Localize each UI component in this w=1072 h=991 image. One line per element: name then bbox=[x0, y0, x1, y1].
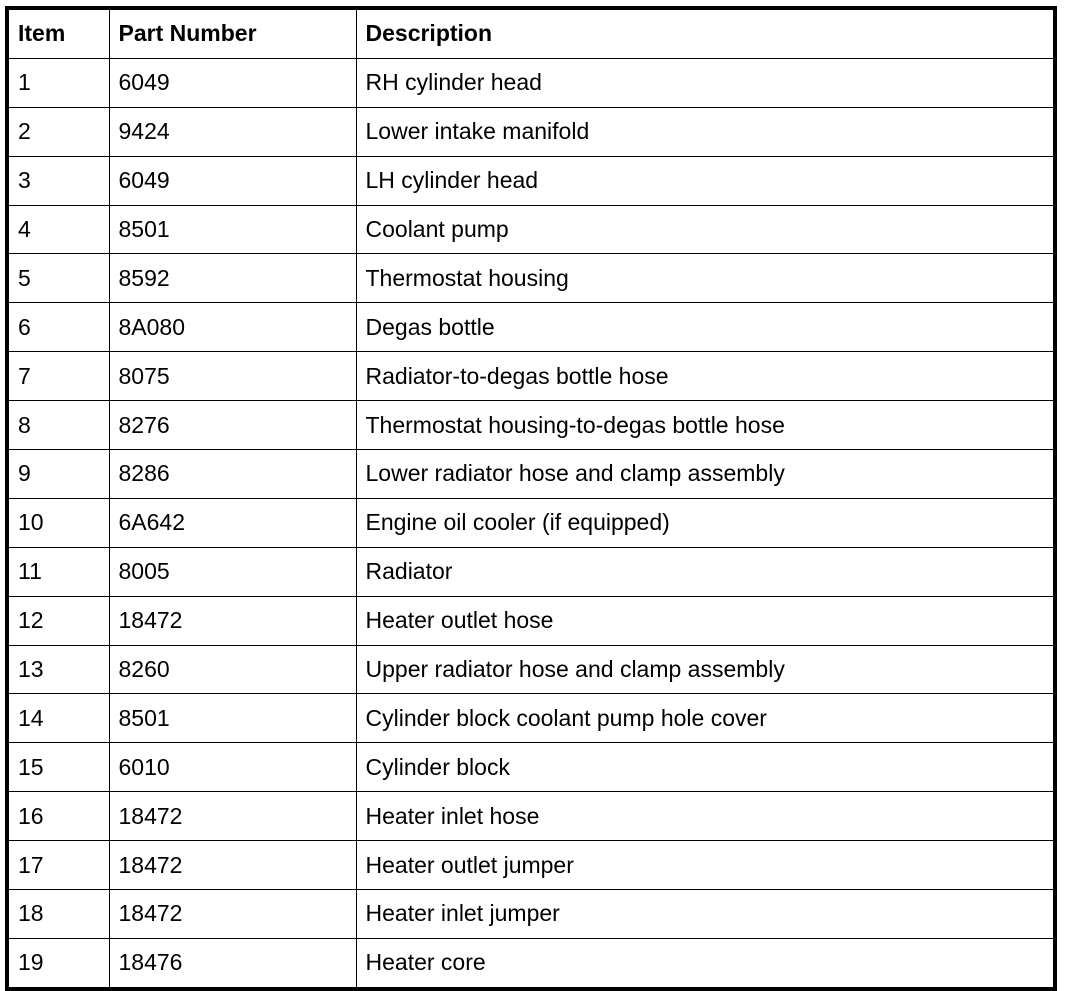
description-cell: Lower intake manifold bbox=[356, 107, 1055, 156]
part-number-cell: 6049 bbox=[109, 58, 356, 107]
parts-table bbox=[5, 6, 1057, 991]
item-cell: 13 bbox=[7, 645, 109, 694]
table-row bbox=[7, 107, 1055, 156]
table-row bbox=[7, 58, 1055, 107]
description-cell: Radiator bbox=[356, 547, 1055, 596]
description-cell: Radiator-to-degas bottle hose bbox=[356, 352, 1055, 401]
description-cell: RH cylinder head bbox=[356, 58, 1055, 107]
table-row bbox=[7, 890, 1055, 939]
item-cell: 5 bbox=[7, 254, 109, 303]
part-number-cell: 6049 bbox=[109, 156, 356, 205]
header-part-number: Part Number bbox=[109, 8, 356, 58]
description-cell: Thermostat housing bbox=[356, 254, 1055, 303]
table-row bbox=[7, 303, 1055, 352]
table-row bbox=[7, 156, 1055, 205]
description-cell: Upper radiator hose and clamp assembly bbox=[356, 645, 1055, 694]
table-row bbox=[7, 841, 1055, 890]
part-number-cell: 6A642 bbox=[109, 498, 356, 547]
part-number-cell: 9424 bbox=[109, 107, 356, 156]
part-number-cell: 6010 bbox=[109, 743, 356, 792]
item-cell: 19 bbox=[7, 938, 109, 988]
item-cell: 6 bbox=[7, 303, 109, 352]
item-cell: 10 bbox=[7, 498, 109, 547]
table-row bbox=[7, 205, 1055, 254]
item-cell: 8 bbox=[7, 401, 109, 450]
description-cell: Degas bottle bbox=[356, 303, 1055, 352]
header-row bbox=[7, 8, 1055, 58]
description-cell: Heater outlet jumper bbox=[356, 841, 1055, 890]
header-item: Item bbox=[7, 8, 109, 58]
table-row bbox=[7, 352, 1055, 401]
header-description: Description bbox=[356, 8, 1055, 58]
part-number-cell: 8A080 bbox=[109, 303, 356, 352]
table-row bbox=[7, 694, 1055, 743]
description-cell: LH cylinder head bbox=[356, 156, 1055, 205]
part-number-cell: 18476 bbox=[109, 938, 356, 988]
table-row bbox=[7, 938, 1055, 988]
item-cell: 17 bbox=[7, 841, 109, 890]
table-row bbox=[7, 450, 1055, 499]
description-cell: Cylinder block bbox=[356, 743, 1055, 792]
part-number-cell: 8260 bbox=[109, 645, 356, 694]
table-row bbox=[7, 743, 1055, 792]
item-cell: 14 bbox=[7, 694, 109, 743]
part-number-cell: 8005 bbox=[109, 547, 356, 596]
part-number-cell: 18472 bbox=[109, 596, 356, 645]
description-cell: Thermostat housing-to-degas bottle hose bbox=[356, 401, 1055, 450]
table-row bbox=[7, 498, 1055, 547]
description-cell: Heater inlet hose bbox=[356, 792, 1055, 841]
item-cell: 9 bbox=[7, 450, 109, 499]
item-cell: 16 bbox=[7, 792, 109, 841]
table-row bbox=[7, 792, 1055, 841]
part-number-cell: 8276 bbox=[109, 401, 356, 450]
item-cell: 12 bbox=[7, 596, 109, 645]
item-cell: 3 bbox=[7, 156, 109, 205]
table-row bbox=[7, 645, 1055, 694]
table-row bbox=[7, 547, 1055, 596]
part-number-cell: 8501 bbox=[109, 205, 356, 254]
item-cell: 18 bbox=[7, 890, 109, 939]
item-cell: 7 bbox=[7, 352, 109, 401]
part-number-cell: 8286 bbox=[109, 450, 356, 499]
part-number-cell: 8592 bbox=[109, 254, 356, 303]
description-cell: Engine oil cooler (if equipped) bbox=[356, 498, 1055, 547]
item-cell: 1 bbox=[7, 58, 109, 107]
item-cell: 11 bbox=[7, 547, 109, 596]
item-cell: 15 bbox=[7, 743, 109, 792]
table-header bbox=[7, 8, 1055, 58]
table-row bbox=[7, 401, 1055, 450]
part-number-cell: 18472 bbox=[109, 890, 356, 939]
table-row bbox=[7, 596, 1055, 645]
part-number-cell: 18472 bbox=[109, 841, 356, 890]
description-cell: Heater core bbox=[356, 938, 1055, 988]
description-cell: Lower radiator hose and clamp assembly bbox=[356, 450, 1055, 499]
part-number-cell: 18472 bbox=[109, 792, 356, 841]
part-number-cell: 8501 bbox=[109, 694, 356, 743]
part-number-cell: 8075 bbox=[109, 352, 356, 401]
description-cell: Cylinder block coolant pump hole cover bbox=[356, 694, 1055, 743]
description-cell: Heater inlet jumper bbox=[356, 890, 1055, 939]
item-cell: 4 bbox=[7, 205, 109, 254]
table-body bbox=[7, 58, 1055, 988]
item-cell: 2 bbox=[7, 107, 109, 156]
table-row bbox=[7, 254, 1055, 303]
description-cell: Heater outlet hose bbox=[356, 596, 1055, 645]
description-cell: Coolant pump bbox=[356, 205, 1055, 254]
